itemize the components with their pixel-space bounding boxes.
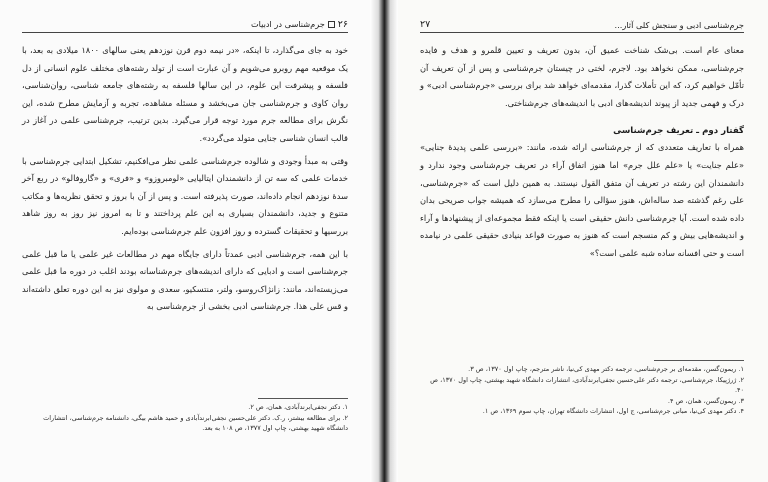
footnote: ۳. ریمون‌گسن، همان، ص ۴.	[667, 396, 744, 405]
footnotes	[0, 398, 370, 434]
page-number: ۲۷	[420, 19, 431, 30]
running-head-title: جرم‌شناسی ادبی و سنجش کلی آثار...	[614, 20, 744, 30]
footnote: ۲. برای مطالعه بیشتر، ر.ک. دکتر علی‌حسین نجفی‌ابرندآبادی و حمید هاشم بیگی، دانشنامه جرم‌شناسی، انتشارات دانشگاه شهید بهشتی، چاپ اول ۱۳۷۷، ص ۱۰۸ به بعد.	[43, 413, 348, 433]
paragraph: خود به جای می‌گذارد، تا اینکه، «در نیمه دوم قرن نوزدهم یعنی سالهای ۱۸۰۰ میلادی به بعد، با یک موقعیه مهم روبرو می‌شویم و آن عبارت است از تولد رشته‌های مختلف علوم انسانی از دل فلسفه و پیشرفت این علوم، در این سالها فلسفه به رشته‌های جامعه شناسی، روان‌شناسی، روان کاوی و جرم‌شناسی جان می‌بخشد و مسئله مشاهده، تجربه و آزمایش مطرح شده، این نگرش برای مطالعه جرم مورد توجه قرار می‌گیرد. بدین ترتیب، جرم‌شناسی علمی در آغاز در قالب انسان شناسی جنایی متولد می‌گردد».	[22, 45, 348, 143]
paragraph: با این همه، جرم‌شناسی ادبی عمدتاً دارای جایگاه مهم در مطالعات غیر علمی یا ما قبل علمی جرم‌شناسی است و ادبایی که دارای اندیشه‌های جرم‌شناسانه بودند اغلب در دوره ما قبل علمی می‌زیسته‌اند، مانند: زانژاک‌روسو، ولتر، منتسکیو، سعدی و مولوی نیز به این دوره تعلق داشته‌اند و قس علی هذا. جرم‌شناسی ادبی بخشی از جرم‌شناسی به	[22, 248, 348, 312]
body-text	[420, 42, 744, 112]
footnote-rule	[654, 360, 744, 361]
running-head	[251, 19, 348, 30]
page-header	[22, 14, 348, 33]
footnote: ۱. ریمون‌گسن، مقدمه‌ای بر جرم‌شناسی، ترجمه دکتر مهدی کی‌نیا، ناشر مترجم، چاپ اول ۱۳۷۰، ص ۳.	[468, 365, 744, 373]
paragraph: معنای عام است. بی‌شک شناخت عمیق آن، بدون تعریف و تعیین قلمرو و هدف و فایده جرم‌شناسی، ممکن نخواهد بود. لاجرم، لختی در چیستان جرم‌شناسی و پس از آن تعریف آن تأمّل خواهیم کرد، که این تأملات گذرا، مقدمه‌ای خواهد شد برای بررسی «جرم‌شناسی ادبی» و درک و فهمی جدید از پیوند اندیشه‌های ادبی با اندیشه‌های جرم‌شناختی.	[420, 45, 744, 108]
book-gutter	[370, 0, 398, 482]
page-number: ۲۶	[337, 19, 348, 30]
body-text	[22, 42, 348, 316]
footnotes	[398, 360, 768, 417]
footnote: ۲. ژرژپیکا، جرم‌شناسی، ترجمه دکتر علی‌حسین نجفی‌ابرندآبادی، انتشارات دانشگاه شهید بهشتی، چاپ اول ۱۳۷۰، ص ۴۰.	[430, 375, 744, 395]
right-page	[398, 0, 768, 482]
footnote: ۴. دکتر مهدی کی‌نیا، مبانی جرم‌شناسی، ج اول، انتشارات دانشگاه تهران، چاپ سوم ۱۳۶۹، ص ۱.	[482, 407, 744, 416]
paragraph: وقتی به مبدأ وجودی و شالوده جرم‌شناسی علمی نظر می‌افکنیم، تشکیل ابتدایی جرم‌شناسی با خدمات علمی که سه تن از دانشمندان ایتالیایی «لومبروزو» و «فری» و «گاروفالو» در ربع آخر سدهٔ نوزدهم انجام داده‌اند، صورت پذیرفته است. و پس از آن با بروز و تحقق نظریه‌ها و مکاتب متنوع و جدید، دانشمندان بسیاری به این علم پرداختند و تا به امروز نیز روز به روز شاهد بررسیها و تحقیقات گسترده و روز افزون علم جرم‌شناسی بوده‌ایم.	[22, 155, 348, 236]
square-ornament-icon	[328, 21, 335, 28]
left-page	[0, 0, 370, 482]
footnote: ۱. دکتر نجفی‌ابرندآبادی، همان، ص ۲.	[248, 403, 348, 411]
paragraph: همراه با تعاریف متعددی که از جرم‌شناسی ارائه شده، مانند: «بررسی علمی پدیدهٔ جنایی» «علم جنایت» یا «علم علل جرم» اما هنوز اتفاق آراء در تعریف جرم‌شناسی وجود ندارد و دانشمندان این رشته در تعریف آن متفق القول نیستند. به همین دلیل است که «جرم‌شناسی، علی رغم گذشته صد ساله‌اش، هنوز سؤالی را مطرح می‌سازد که همیشه جواب صریحی بدان داده شده است. آیا جرم‌شناسی دانش حقیقی است یا اینکه فقط مجموعه‌ای از پیشنهادها و آراء و اندیشه‌هایی بیش و کم منسجم است که هنوز به صورت قواعد بنیادی حقیقی علمی در نیامده است و حتی افسانه ساده شبه علمی است؟»	[420, 142, 744, 258]
running-head-title: جرم‌شناسی در ادبیات	[250, 19, 325, 29]
section-title: گفتار دوم ـ تعریف جرم‌شناسی	[613, 126, 744, 137]
page-header	[420, 14, 744, 33]
footnote-rule	[258, 398, 348, 399]
body-text	[420, 139, 744, 262]
